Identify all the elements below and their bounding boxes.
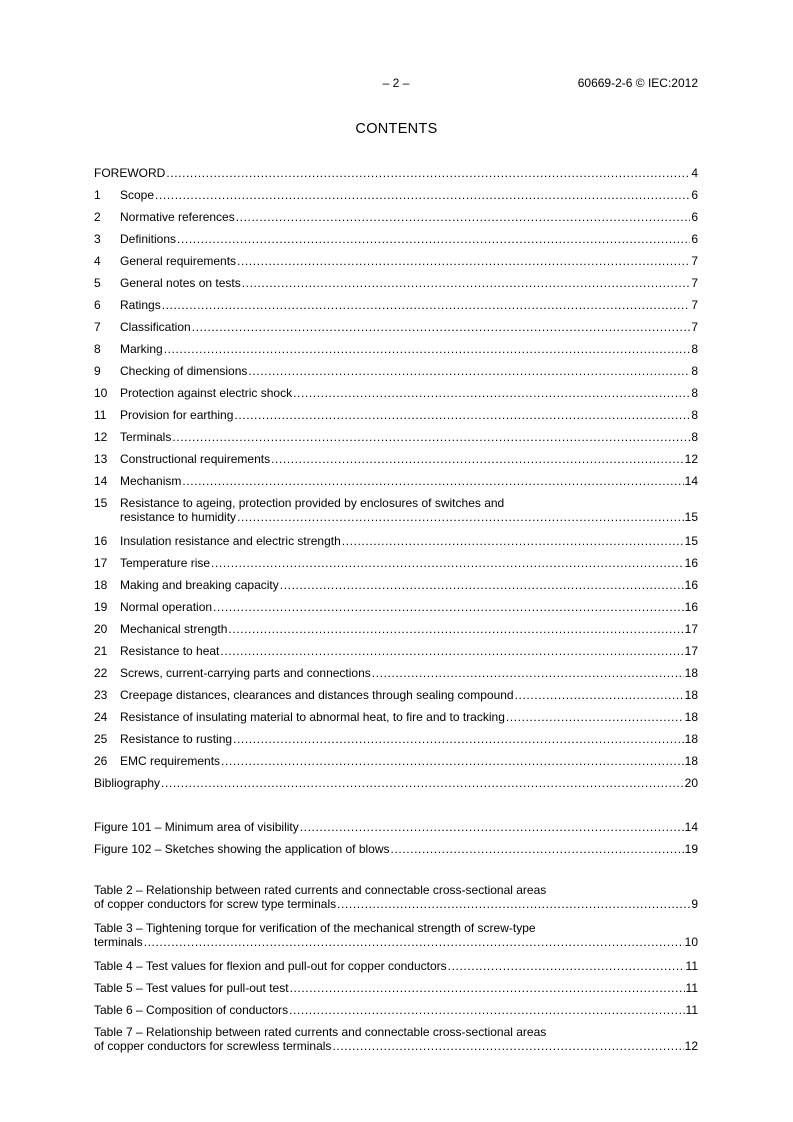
table-entry[interactable]: [94, 1003, 698, 1017]
leader-dots: [144, 935, 684, 949]
section-number: 15: [94, 496, 108, 510]
table-entry[interactable]: [94, 883, 698, 911]
leader-dots: [342, 534, 684, 548]
leader-dots: [236, 210, 691, 224]
toc-entry-title: General requirements: [120, 254, 237, 268]
toc-entry-title: Screws, current-carrying parts and connections: [120, 666, 371, 680]
section-number: 4: [94, 254, 101, 268]
toc-entry-title: General notes on tests: [120, 276, 241, 290]
toc-entry-page: 18: [684, 754, 698, 768]
toc-entry-page: 4: [691, 166, 698, 180]
section-number: 7: [94, 320, 101, 334]
leader-dots: [293, 386, 690, 400]
section-number: 25: [94, 732, 108, 746]
table-entry-second-line: [94, 897, 698, 911]
toc-entry-page: 18: [684, 732, 698, 746]
toc-entry-page: 15: [684, 510, 698, 524]
toc-entry[interactable]: [94, 496, 698, 524]
toc-entry-page: 17: [684, 644, 698, 658]
toc-entry-title: Protection against electric shock: [120, 386, 293, 400]
section-number: 20: [94, 622, 108, 636]
section-number: 18: [94, 578, 108, 592]
toc-entry-foreword[interactable]: [94, 166, 698, 180]
section-number: 10: [94, 386, 108, 400]
toc-entry-page: 8: [691, 430, 698, 444]
section-number: 19: [94, 600, 108, 614]
leader-dots: [515, 688, 684, 702]
toc-entry[interactable]: [94, 534, 698, 548]
leader-dots: [248, 364, 690, 378]
toc-entry-page: 7: [691, 320, 698, 334]
figure-title: Figure 102 – Sketches showing the application of blows: [94, 842, 390, 856]
leader-dots: [300, 820, 684, 834]
figure-title: Figure 101 – Minimum area of visibility: [94, 820, 299, 834]
leader-dots: [237, 510, 684, 524]
toc-entry[interactable]: [94, 452, 698, 466]
table-entry-first-line: Table 2 – Relationship between rated currents and connectable cross-sectional areas: [94, 883, 547, 897]
toc-entry[interactable]: [94, 688, 698, 702]
section-number: 3: [94, 232, 101, 246]
toc-entry-page: 14: [684, 474, 698, 488]
section-number: 26: [94, 754, 108, 768]
table-title-continued: of copper conductors for screw type terminals: [94, 897, 337, 911]
toc-entry[interactable]: [94, 556, 698, 570]
table-page: 11: [685, 981, 698, 995]
toc-entry-title: Ratings: [120, 298, 161, 312]
toc-entry-title: Making and breaking capacity: [120, 578, 279, 592]
leader-dots: [234, 408, 690, 422]
section-number: 8: [94, 342, 101, 356]
toc-entry-title: EMC requirements: [120, 754, 221, 768]
section-number: 12: [94, 430, 108, 444]
figure-page: 19: [684, 842, 698, 856]
toc-entry-title: Marking: [120, 342, 163, 356]
toc-entry[interactable]: [94, 732, 698, 746]
table-entry[interactable]: [94, 921, 698, 949]
leader-dots: [166, 166, 690, 180]
leader-dots: [220, 644, 683, 658]
toc-entry-page: 18: [684, 710, 698, 724]
leader-dots: [177, 232, 690, 246]
toc-entry-title: Normal operation: [120, 600, 213, 614]
toc-entry[interactable]: [94, 710, 698, 724]
toc-entry[interactable]: [94, 644, 698, 658]
toc-entry[interactable]: [94, 232, 698, 246]
toc-entry[interactable]: [94, 474, 698, 488]
leader-dots: [221, 754, 684, 768]
leader-dots: [161, 776, 684, 790]
table-title-continued: of copper conductors for screwless terminals: [94, 1039, 332, 1053]
leader-dots: [213, 600, 684, 614]
leader-dots: [242, 276, 691, 290]
toc-entry-page: 8: [691, 364, 698, 378]
toc-entry-page: 8: [691, 408, 698, 422]
toc-entry-page: 7: [691, 276, 698, 290]
table-title-continued: terminals: [94, 935, 143, 949]
table-page: 9: [691, 897, 698, 911]
section-number: 14: [94, 474, 108, 488]
toc-entry[interactable]: [94, 600, 698, 614]
toc-entry-page: 6: [691, 210, 698, 224]
toc-entry-title: Bibliography: [94, 776, 161, 790]
toc-entry[interactable]: [94, 430, 698, 444]
table-page: 11: [685, 959, 698, 973]
table-page: 10: [684, 935, 698, 949]
toc-entry-page: 20: [684, 776, 698, 790]
toc-entry-title: Resistance to ageing, protection provided by enclosures of switches and: [120, 496, 505, 510]
toc-entry-page: 8: [691, 386, 698, 400]
toc-entry-bibliography[interactable]: [94, 776, 698, 790]
toc-entry-title: Definitions: [120, 232, 177, 246]
toc-entry-title: Resistance of insulating material to abnormal heat, to fire and to tracking: [120, 710, 505, 724]
page-header: [94, 76, 698, 92]
leader-dots: [448, 959, 685, 973]
section-number: 1: [94, 188, 101, 202]
section-number: 5: [94, 276, 101, 290]
table-entry-first-line: Table 3 – Tightening torque for verification of the mechanical strength of screw-type: [94, 921, 536, 935]
table-entry[interactable]: [94, 959, 698, 973]
figure-page: 14: [684, 820, 698, 834]
page-number: – 2 –: [382, 76, 410, 90]
toc-entry-page: 18: [684, 666, 698, 680]
leader-dots: [211, 556, 684, 570]
toc-entry[interactable]: [94, 254, 698, 268]
toc-entry-page: 17: [684, 622, 698, 636]
leader-dots: [237, 254, 690, 268]
toc-entry[interactable]: [94, 386, 698, 400]
leader-dots: [228, 622, 683, 636]
toc-entry[interactable]: [94, 578, 698, 592]
toc-entry-title: Resistance to rusting: [120, 732, 233, 746]
section-number: 11: [94, 408, 107, 422]
leader-dots: [506, 710, 684, 724]
toc-entry-title: Insulation resistance and electric strength: [120, 534, 341, 548]
toc-entry-title: Mechanism: [120, 474, 182, 488]
leader-dots: [155, 188, 690, 202]
section-number: 22: [94, 666, 108, 680]
toc-entry-page: 12: [684, 452, 698, 466]
toc-entry[interactable]: [94, 276, 698, 290]
toc-entry[interactable]: [94, 622, 698, 636]
toc-entry-title: Creepage distances, clearances and distances through sealing compound: [120, 688, 514, 702]
section-number: 23: [94, 688, 108, 702]
section-number: 6: [94, 298, 101, 312]
leader-dots: [391, 842, 684, 856]
section-number: 9: [94, 364, 101, 378]
toc-entry-title: Classification: [120, 320, 191, 334]
leader-dots: [162, 298, 691, 312]
toc-entry-page: 6: [691, 232, 698, 246]
toc-entry[interactable]: [94, 188, 698, 202]
toc-entry-title: Provision for earthing: [120, 408, 234, 422]
toc-entry-first-line: [94, 496, 698, 510]
section-number: 17: [94, 556, 108, 570]
toc-entry-page: 7: [691, 254, 698, 268]
toc-entry-page: 15: [684, 534, 698, 548]
leader-dots: [280, 578, 684, 592]
document-id: 60669-2-6 © IEC:2012: [577, 76, 698, 90]
section-number: 2: [94, 210, 101, 224]
leader-dots: [289, 1003, 684, 1017]
toc-entry-second-line: [94, 510, 698, 524]
table-entry[interactable]: [94, 981, 698, 995]
leader-dots: [271, 452, 684, 466]
toc-entry-title: Constructional requirements: [120, 452, 271, 466]
table-title: Table 4 – Test values for flexion and pull-out for copper conductors: [94, 959, 447, 973]
toc-entry[interactable]: [94, 408, 698, 422]
toc-entry-title: Normative references: [120, 210, 235, 224]
page-title: CONTENTS: [355, 121, 438, 137]
toc-entry[interactable]: [94, 342, 698, 356]
leader-dots: [192, 320, 691, 334]
toc-entry[interactable]: [94, 364, 698, 378]
table-entry-first-line: Table 7 – Relationship between rated currents and connectable cross-sectional areas: [94, 1025, 547, 1039]
table-title: Table 6 – Composition of conductors: [94, 1003, 289, 1017]
leader-dots: [337, 897, 690, 911]
toc-entry-title: Mechanical strength: [120, 622, 228, 636]
table-page: 11: [685, 1003, 698, 1017]
leader-dots: [164, 342, 691, 356]
leader-dots: [172, 430, 690, 444]
toc-entry[interactable]: [94, 754, 698, 768]
table-page: 12: [684, 1039, 698, 1053]
toc-entry-title: Resistance to heat: [120, 644, 220, 658]
toc-entry-page: 16: [684, 556, 698, 570]
toc-entry-title: Scope: [120, 188, 155, 202]
leader-dots: [290, 981, 685, 995]
leader-dots: [332, 1039, 683, 1053]
section-number: 21: [94, 644, 108, 658]
toc-entry[interactable]: [94, 320, 698, 334]
toc-entry[interactable]: [94, 298, 698, 312]
table-title: Table 5 – Test values for pull-out test: [94, 981, 289, 995]
figure-entry[interactable]: [94, 842, 698, 856]
figure-entry[interactable]: [94, 820, 698, 834]
table-entry-second-line: [94, 1039, 698, 1053]
leader-dots: [233, 732, 684, 746]
toc-entry-title: Terminals: [120, 430, 172, 444]
section-number: 16: [94, 534, 108, 548]
toc-entry-page: 18: [684, 688, 698, 702]
toc-entry[interactable]: [94, 666, 698, 680]
toc-entry-page: 6: [691, 188, 698, 202]
section-number: 24: [94, 710, 108, 724]
table-entry[interactable]: [94, 1025, 698, 1053]
toc-entry[interactable]: [94, 210, 698, 224]
toc-entry-title-continued: resistance to humidity: [120, 510, 237, 524]
toc-entry-page: 7: [691, 298, 698, 312]
toc-entry-page: 8: [691, 342, 698, 356]
toc-entry-title: FOREWORD: [94, 166, 166, 180]
leader-dots: [372, 666, 684, 680]
section-number: 13: [94, 452, 108, 466]
toc-entry-page: 16: [684, 600, 698, 614]
toc-entry-title: Checking of dimensions: [120, 364, 248, 378]
toc-entry-page: 16: [684, 578, 698, 592]
leader-dots: [182, 474, 683, 488]
table-entry-second-line: [94, 935, 698, 949]
toc-entry-title: Temperature rise: [120, 556, 211, 570]
